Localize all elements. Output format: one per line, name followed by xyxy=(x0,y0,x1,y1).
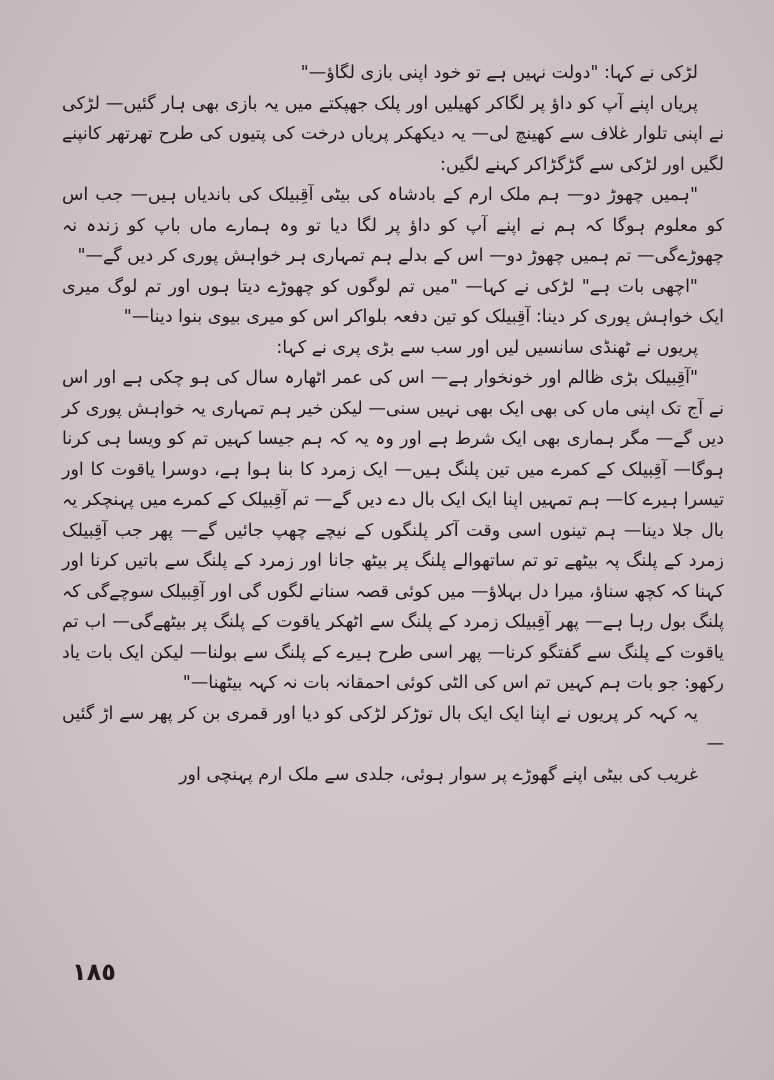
paragraph-8: غریب کی بیٹی اپنے گھوڑے پر سوار ہوئی، جلدی سے ملک ارم پہنچی اور xyxy=(179,764,698,785)
paragraph-3: "ہمیں چھوڑ دو— ہم ملک ارم کے بادشاہ کی بیٹی آقِبیلک کی باندیاں ہیں— جب اس کو معلوم ہوگا کہ ہم نے اپنے آپ کو داؤ پر لگا دیا تو وہ ہمارے ماں باپ کو زندہ نہ چھوڑےگی— تم ہمیں چھوڑ دو— اس کے بدلے ہم تمہاری ہر خواہش پوری کر دیں گے—" xyxy=(62,185,724,266)
paragraph-1: لڑکی نے کہا: "دولت نہیں ہے تو خود اپنی بازی لگاؤ—" xyxy=(300,63,698,83)
page-number: ١٨٥ xyxy=(72,958,116,986)
paragraph-6: "آقِبیلک بڑی ظالم اور خونخوار ہے— اس کی عمر اٹھارہ سال کی ہو چکی ہے اور اس نے آج تک اپنی ماں کی بھی ایک بھی نہیں سنی— لیکن خیر ہم تمہاری یہ خواہش پوری کر دیں گے— مگر ہماری بھی ایک شرط ہے اور وہ یہ کہ ہم جیسا کہیں تم کو ویسا ہی کرنا ہوگا— آقِبیلک کے کمرے میں تین پلنگ ہیں— ایک زمرد کا بنا ہوا ہے، دوسرا یاقوت کا اور تیسرا ہیرے کا— ہم تمہیں اپنا ایک ایک بال دے دیں گے— تم آقِبیلک کے کمرے میں پہنچکر یہ بال جلا دینا— ہم تینوں اسی وقت آکر پلنگوں کے نیچے چھپ جائیں گے— پھر جب آقِبیلک زمرد کے پلنگ پہ بیٹھے تو تم ساتھوالے پلنگ پر بیٹھ جانا اور زمرد کے پلنگ سے باتیں کرنا اور کہنا کہ کچھ سناؤ، میرا دل بہلاؤ— میں کوئی قصہ سنانے لگوں گی اور آقِبیلک سوچےگی کہ پلنگ بول رہا ہے— پھر آقِبیلک زمرد کے پلنگ سے اٹھکر یاقوت کے پلنگ پر بیٹھےگی— اب تم یاقوت کے پلنگ سے گفتگو کرنا— پھر اسی طرح ہیرے کے پلنگ سے بولنا— لیکن ایک بات یاد رکھو: جو بات ہم کہیں تم اس کی الٹی کوئی احمقانہ بات نہ کہہ بیٹھنا—" xyxy=(62,368,724,693)
paragraph-4: "اچھی بات ہے" لڑکی نے کہا— "میں تم لوگوں کو چھوڑے دیتا ہوں اور تم لوگ میری ایک خواہش پوری کر دینا: آقِبیلک کو تین دفعہ بلواکر اس کو میری بیوی بنوا دینا—" xyxy=(62,276,724,327)
paragraph-2: پریاں اپنے آپ کو داؤ پر لگاکر کھیلیں اور پلک جھپکتے میں یہ بازی بھی ہار گئیں— لڑکی نے اپنی تلوار غلاف سے کھینچ لی— یہ دیکھکر پریاں درخت کی پتیوں کی طرح تھرتھر کانپنے لگیں اور لڑکی سے گڑگڑاکر کہنے لگیں: xyxy=(62,93,724,175)
paragraph-5: پریوں نے ٹھنڈی سانسیں لیں اور سب سے بڑی پری نے کہا: xyxy=(276,337,698,358)
paragraph-7: یہ کہہ کر پریوں نے اپنا ایک ایک بال توڑکر لڑکی کو دیا اور قمری بن کر پھر سے اڑ گئیں— xyxy=(62,703,724,754)
page-text xyxy=(62,58,724,790)
